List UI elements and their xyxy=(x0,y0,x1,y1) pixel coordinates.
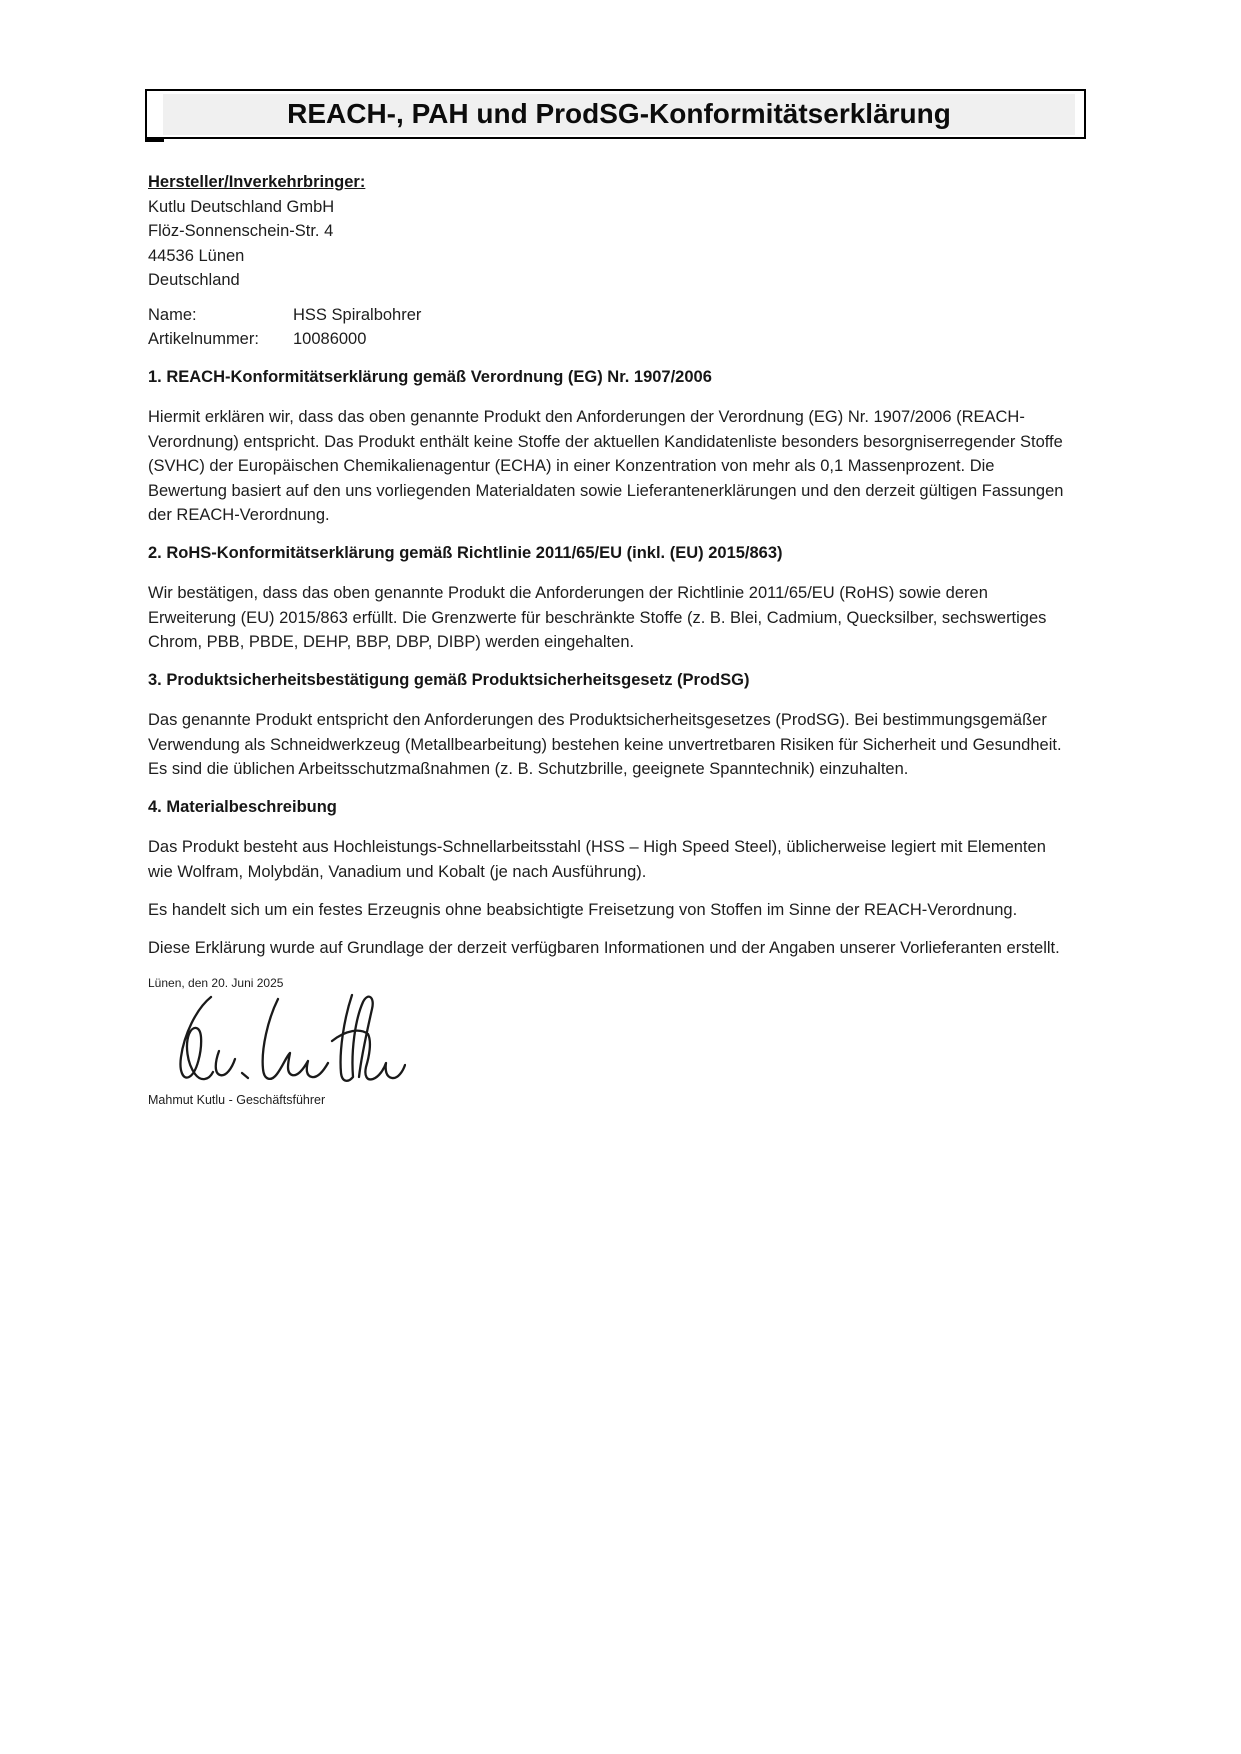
product-name-label: Name: xyxy=(148,305,197,324)
document-body xyxy=(145,170,1073,1108)
signer-name-line: Mahmut Kutlu - Geschäftsführer xyxy=(148,1093,326,1107)
title-banner xyxy=(145,89,1086,139)
manufacturer-heading: Hersteller/Inverkehrbringer: xyxy=(148,173,366,191)
section-paragraph: Das Produkt besteht aus Hochleistungs-Schnellarbeitsstahl (HSS – High Speed Steel), üblicherweise legiert mit Elementen wie Wolfram, Molybdän, Vanadium und Kobalt (je nach Ausführung). xyxy=(148,838,1046,881)
manufacturer-address xyxy=(148,195,1073,293)
section-paragraph: Es handelt sich um ein festes Erzeugnis ohne beabsichtigte Freisetzung von Stoffen im Sinne der REACH-Verordnung. xyxy=(148,900,1018,919)
handwritten-signature-icon xyxy=(156,993,406,1083)
page-title: REACH-, PAH und ProdSG-Konformitätserklärung xyxy=(287,98,951,130)
product-name-row xyxy=(148,303,1073,328)
section-heading-material: 4. Materialbeschreibung xyxy=(148,798,337,816)
address-line: Kutlu Deutschland GmbH xyxy=(148,197,335,216)
section-heading-rohs: 2. RoHS-Konformitätserklärung gemäß Richtlinie 2011/65/EU (inkl. (EU) 2015/863) xyxy=(148,544,783,562)
address-line: Deutschland xyxy=(148,271,240,289)
signature-image xyxy=(156,993,1073,1083)
article-number-value: 10086000 xyxy=(293,330,367,348)
section-heading-reach: 1. REACH-Konformitätserklärung gemäß Verordnung (EG) Nr. 1907/2006 xyxy=(148,368,712,386)
section-paragraph: Hiermit erklären wir, dass das oben genannte Produkt den Anforderungen der Verordnung (EG) Nr. 1907/2006 (REACH-Verordnung) entspricht. Das Produkt enthält keine Stoffe der aktuellen Kandidatenliste besonders besorgniserregender Stoffe (SVHC) der Europäischen Chemikalienagentur (ECHA) in einer Konzentration von mehr als 0,1 Massenprozent. Die Bewertung basiert auf den uns vorliegenden Materialdaten sowie Lieferantenerklärungen und den derzeit gültigen Fassungen der REACH-Verordnung. xyxy=(148,408,1064,524)
section-heading-prodsg: 3. Produktsicherheitsbestätigung gemäß Produktsicherheitsgesetz (ProdSG) xyxy=(148,671,750,689)
product-name-value: HSS Spiralbohrer xyxy=(293,305,422,324)
article-number-row xyxy=(148,327,1073,352)
address-line: 44536 Lünen xyxy=(148,246,245,265)
place-date-line: Lünen, den 20. Juni 2025 xyxy=(148,976,284,990)
product-info xyxy=(148,303,1073,352)
article-number-label: Artikelnummer: xyxy=(148,330,259,348)
section-paragraph: Das genannte Produkt entspricht den Anforderungen des Produktsicherheitsgesetzes (ProdSG). Bei bestimmungsgemäßer Verwendung als Schneidwerkzeug (Metallbearbeitung) bestehen keine unvertretbaren Risiken für Sicherheit und Gesundheit. Es sind die üblichen Arbeitsschutzmaßnahmen (z. B. Schutzbrille, geeignete Spanntechnik) einzuhalten. xyxy=(148,711,1062,778)
address-line: Flöz-Sonnenschein-Str. 4 xyxy=(148,222,334,240)
title-banner-background xyxy=(163,94,1075,135)
section-paragraph: Wir bestätigen, dass das oben genannte Produkt die Anforderungen der Richtlinie 2011/65/EU (RoHS) sowie deren Erweiterung (EU) 2015/863 erfüllt. Die Grenzwerte für beschränkte Stoffe (z. B. Blei, Cadmium, Quecksilber, sechswertiges Chrom, PBB, PBDE, DEHP, BBP, DBP, DIBP) werden eingehalten. xyxy=(148,584,1047,651)
section-paragraph: Diese Erklärung wurde auf Grundlage der derzeit verfügbaren Informationen und der Angaben unserer Vorlieferanten erstellt. xyxy=(148,938,1060,957)
